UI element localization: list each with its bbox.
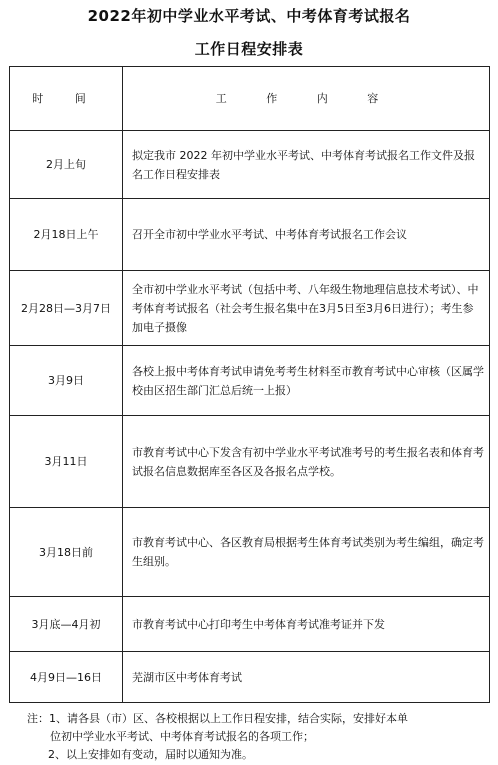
row-time: 4月9日—16日 [10,652,123,703]
row-time: 3月9日 [10,346,123,416]
note-1-continued: 位初中学业水平考试、中考体育考试报名的各项工作； [50,730,314,743]
table-header-row [10,67,490,131]
table-row [10,199,490,271]
row-work: 召开全市初中学业水平考试、中考体育考试报名工作会议 [123,199,490,271]
row-time: 2月28日—3月7日 [10,271,123,346]
table-row [10,652,490,703]
note-1: 注：1、请各县（市）区、各校根据以上工作日程安排，结合实际，安排好本单 [27,712,408,725]
table-row [10,131,490,199]
document-title-line-1: 2022年初中学业水平考试、中考体育考试报名 [87,7,411,25]
notes-section [27,710,489,764]
table-row [10,271,490,346]
row-work: 各校上报中考体育考试申请免考考生材料至市教育考试中心审核（区属学校由区招生部门汇总后统一上报） [123,346,490,416]
table-row [10,508,490,597]
row-time: 2月18日上午 [10,199,123,271]
header-time: 时 间 [10,67,123,131]
row-time: 3月18日前 [10,508,123,597]
table-row [10,416,490,508]
row-time: 2月上旬 [10,131,123,199]
schedule-table [9,66,490,703]
row-time: 3月11日 [10,416,123,508]
row-work: 全市初中学业水平考试（包括中考、八年级生物地理信息技术考试）、中考体育考试报名（社会考生报名集中在3月5日至3月6日进行）；考生参加电子摄像 [123,271,490,346]
row-work: 市教育考试中心下发含有初中学业水平考试准考号的考生报名表和体育考试报名信息数据库至各区及各报名点学校。 [123,416,490,508]
row-work: 拟定我市 2022 年初中学业水平考试、中考体育考试报名工作文件及报名工作日程安排表 [123,131,490,199]
row-time: 3月底—4月初 [10,597,123,652]
table-row [10,597,490,652]
document-title-line-2: 工作日程安排表 [194,40,304,58]
row-work: 市教育考试中心打印考生中考体育考试准考证并下发 [123,597,490,652]
note-2: 2、以上安排如有变动，届时以通知为准。 [48,748,253,761]
header-work-content: 工 作 内 容 [123,67,490,131]
table-row [10,346,490,416]
row-work: 市教育考试中心、各区教育局根据考生体育考试类别为考生编组，确定考生组别。 [123,508,490,597]
row-work: 芜湖市区中考体育考试 [123,652,490,703]
